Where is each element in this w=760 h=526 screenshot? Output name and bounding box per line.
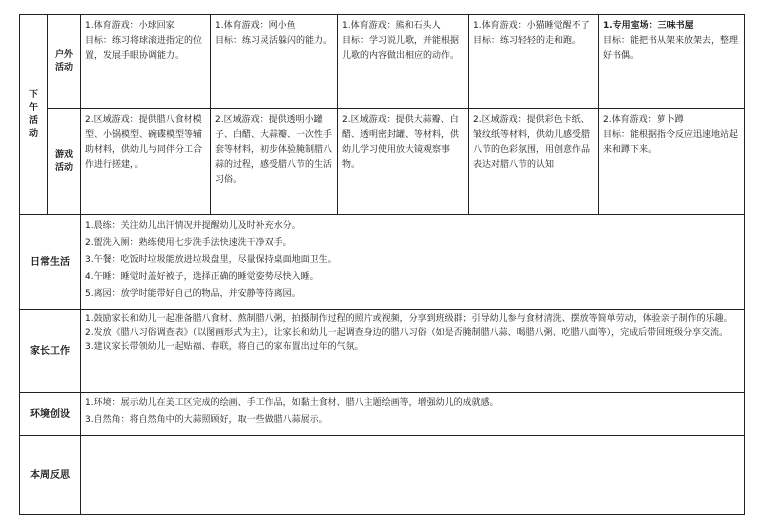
day3-area-cell: 2.区域游戏：提供大蒜瓣、白醋、透明密封罐、等材料，供幼儿学习使用放大镜观察事物。 — [338, 109, 469, 215]
parent-work-cell — [81, 310, 745, 393]
daily-life-item: 1.晨练：关注幼儿出汗情况并提醒幼儿及时补充水分。 — [85, 221, 301, 231]
daily-life-item: 3.午餐：吃饭时垃圾能放进垃圾盘里，尽量保持桌面地面卫生。 — [85, 255, 337, 265]
day4-area-cell: 2.区域游戏：提供彩色卡纸、皱纹纸等材料，供幼儿感受腊八节的色彩氛围，用创意作品表达对腊八节的认知 — [469, 109, 599, 215]
afternoon-activities-label: 下 午 活 动 — [20, 15, 48, 215]
daily-life-label: 日常生活 — [20, 215, 81, 310]
day2-area-cell: 2.区域游戏：提供透明小罐子、白醋、大蒜瓣、一次性手套等材料，初步体验腌制腊八蒜的过程，感受腊八节的生活习俗。 — [211, 109, 338, 215]
day5-outdoor-title: 1.专用室场：三味书屋 — [603, 21, 694, 31]
daily-life-item: 5.离园：放学时能带好自己的物品，并安静等待离园。 — [85, 289, 301, 299]
daily-life-item: 2.盥洗入厕：熟练使用七步洗手法快速洗干净双手。 — [85, 238, 292, 248]
area-game-label: 游戏 活动 — [48, 109, 81, 215]
environment-label: 环境创设 — [20, 393, 81, 436]
outdoor-row — [20, 15, 745, 109]
parent-work-item: 2.发放《腊八习俗调查表》（以图画形式为主），让家长和幼儿一起调查身边的腊八习俗（如是否腌制腊八蒜、喝腊八粥、吃腊八面等），完成后带回班级分享交流。 — [85, 328, 729, 338]
outdoor-activity-label: 户外 活动 — [48, 15, 81, 109]
parent-work-item: 3.建议家长带领幼儿一起贴福、春联，将自己的家布置出过年的气氛。 — [85, 342, 364, 352]
weekly-reflection-label: 本周反思 — [20, 436, 81, 515]
environment-item: 3.自然角：将自然角中的大蒜照顾好，取一些做腊八蒜展示。 — [85, 415, 328, 425]
environment-row — [20, 393, 745, 436]
day5-area-cell: 2.体育游戏：萝卜蹲 目标：能根据指令反应迅速地站起来和蹲下来。 — [599, 109, 745, 215]
parents-row — [20, 310, 745, 393]
daily-life-cell — [81, 215, 745, 310]
day2-outdoor-cell: 1.体育游戏：网小鱼 目标：练习灵活躲闪的能力。 — [211, 15, 338, 109]
reflection-row — [20, 436, 745, 515]
environment-item: 1.环境：展示幼儿在美工区完成的绘画、手工作品，如黏土食材、腊八主题绘画等，增强幼儿的成就感。 — [85, 398, 499, 408]
area-row — [20, 109, 745, 215]
weekly-reflection-cell — [81, 436, 745, 515]
parent-work-item: 1.鼓励家长和幼儿一起准备腊八食材、熬制腊八粥，拍摄制作过程的照片或视频，分享到班级群；引导幼儿参与食材清洗、摆放等简单劳动，体验亲子制作的乐趣。 — [85, 314, 733, 324]
day3-outdoor-cell: 1.体育游戏：熊和石头人 目标：学习说儿歌，并能根据儿歌的内容做出相应的动作。 — [338, 15, 469, 109]
day1-outdoor-cell: 1.体育游戏：小球回家 目标：练习将球滚进指定的位置，发展手眼协调能力。 — [81, 15, 211, 109]
daily-life-row — [20, 215, 745, 310]
environment-cell — [81, 393, 745, 436]
day5-outdoor-text: 目标：能把书从架来放架去，整理好书偶。 — [603, 36, 739, 61]
weekly-plan-table — [19, 14, 745, 515]
day4-outdoor-cell: 1.体育游戏：小猫睡觉醒不了 目标：练习轻轻的走和跑。 — [469, 15, 599, 109]
day5-outdoor-cell — [599, 15, 745, 109]
day1-area-cell: 2.区域游戏：提供腊八食材模型、小锅模型、碗碟模型等辅助材料，供幼儿与同伴分工合作进行搓建，。 — [81, 109, 211, 215]
daily-life-item: 4.午睡：睡觉时盖好被子，选择正确的睡觉姿势尽快入睡。 — [85, 272, 319, 282]
parent-work-label: 家长工作 — [20, 310, 81, 393]
